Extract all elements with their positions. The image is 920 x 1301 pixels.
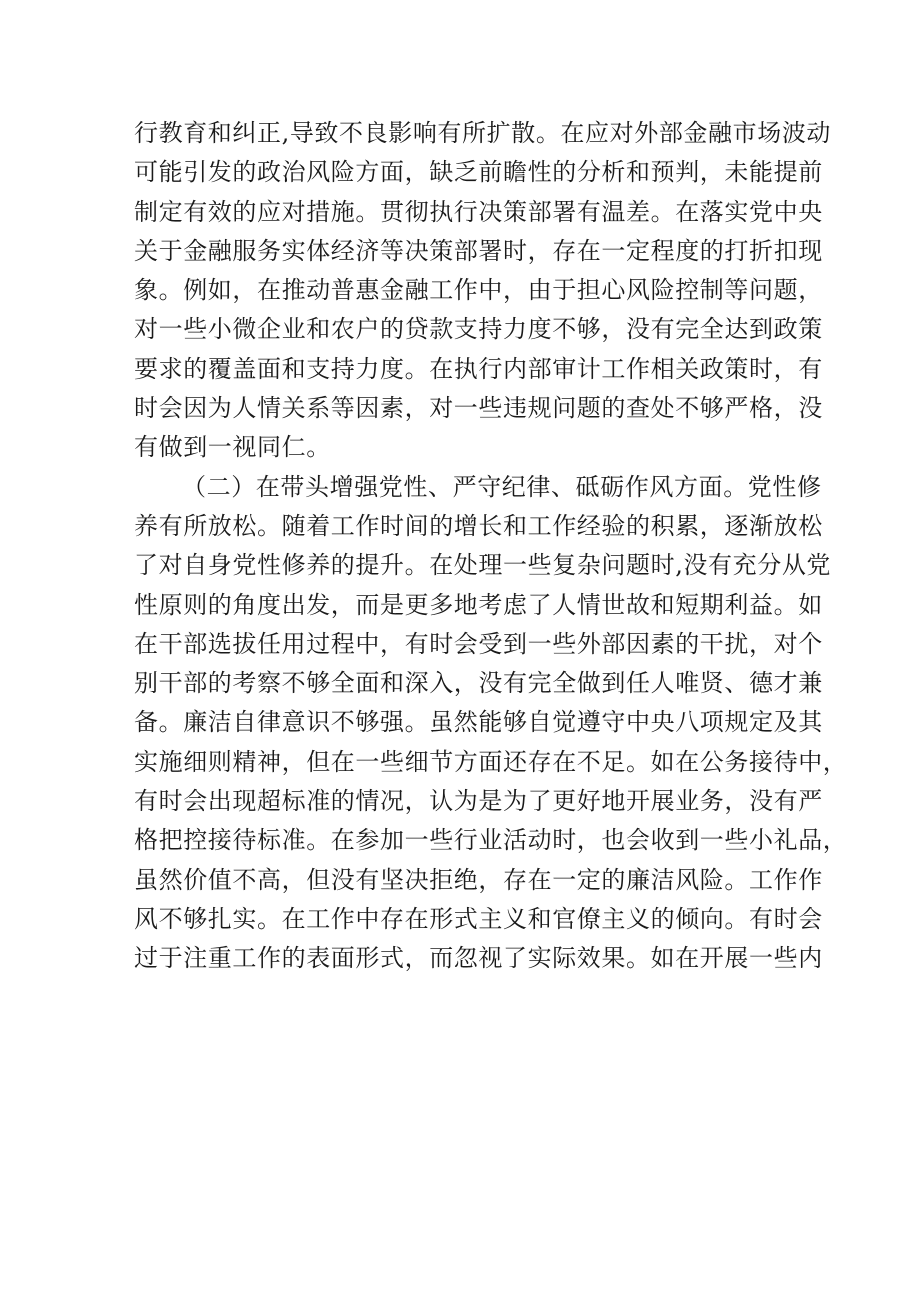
text-line: 要求的覆盖面和支持力度。在执行内部审计工作相关政策时，有 [134, 354, 823, 383]
text-line: 实施细则精神，但在一些细节方面还存在不足。如在公务接待中， [134, 747, 848, 776]
text-line: 有做到一视同仁。 [134, 433, 331, 462]
body-text [134, 114, 848, 979]
text-line: 风不够扎实。在工作中存在形式主义和官僚主义的倾向。有时会 [134, 904, 823, 933]
text-line: 备。廉洁自律意识不够强。虽然能够自觉遵守中央八项规定及其 [134, 708, 823, 737]
text-line: 时会因为人情关系等因素，对一些违规问题的查处不够严格，没 [134, 394, 823, 423]
text-line: 别干部的考察不够全面和深入，没有完全做到任人唯贤、德才兼 [134, 669, 823, 698]
section-heading-line: （二）在带头增强党性、严守纪律、砥砺作风方面。党性修 [182, 472, 822, 501]
text-line: 格把控接待标准。在参加一些行业活动时，也会收到一些小礼品， [134, 826, 848, 855]
text-line: 可能引发的政治风险方面，缺乏前瞻性的分析和预判，未能提前 [134, 158, 823, 187]
text-line: 关于金融服务实体经济等决策部署时，存在一定程度的打折扣现 [134, 236, 823, 265]
text-line: 养有所放松。随着工作时间的增长和工作经验的积累，逐渐放松 [134, 511, 823, 540]
text-line: 象。例如，在推动普惠金融工作中，由于担心风险控制等问题， [134, 276, 823, 305]
text-line: 有时会出现超标准的情况，认为是为了更好地开展业务，没有严 [134, 787, 823, 816]
text-line: 制定有效的应对措施。贯彻执行决策部署有温差。在落实党中央 [134, 197, 823, 226]
text-line: 在干部选拔任用过程中，有时会受到一些外部因素的干扰，对个 [134, 629, 823, 658]
text-line: 性原则的角度出发，而是更多地考虑了人情世故和短期利益。如 [134, 590, 823, 619]
text-line: 了对自身党性修养的提升。在处理一些复杂问题时,没有充分从党 [134, 551, 832, 580]
text-line: 对一些小微企业和农户的贷款支持力度不够，没有完全达到政策 [134, 315, 823, 344]
text-line: 虽然价值不高，但没有坚决拒绝，存在一定的廉洁风险。工作作 [134, 865, 823, 894]
text-line: 过于注重工作的表面形式，而忽视了实际效果。如在开展一些内 [134, 944, 823, 973]
text-line: 行教育和纠正,导致不良影响有所扩散。在应对外部金融市场波动 [134, 119, 832, 147]
